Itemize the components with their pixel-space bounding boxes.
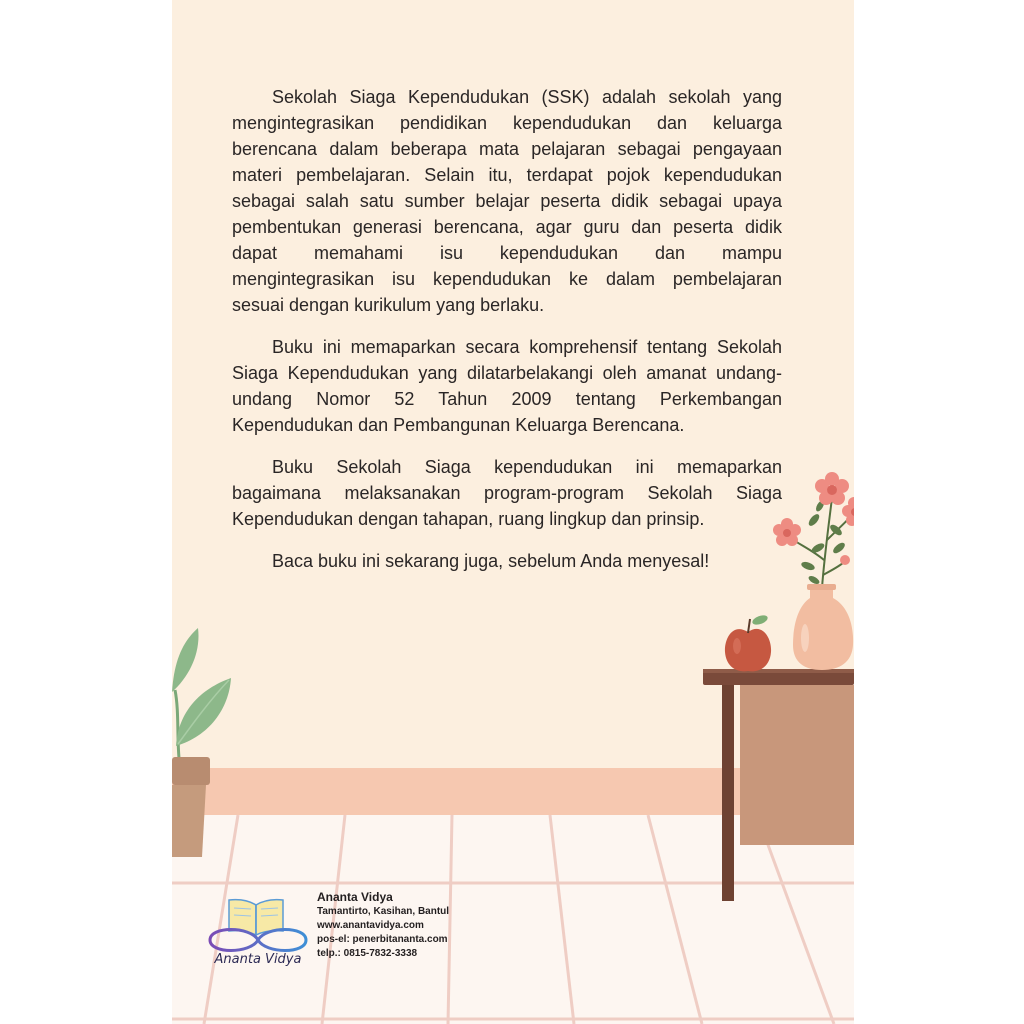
plant-leaf-upper [172, 628, 198, 692]
paragraph [232, 334, 782, 438]
text-line: sebagai salah satu sumber belajar peserta didik sebagai upaya [232, 191, 782, 211]
paragraph [232, 84, 782, 318]
apple-highlight [733, 638, 741, 654]
vase-highlight [801, 624, 809, 652]
vase-rim [807, 584, 836, 590]
flower-leaf [831, 541, 846, 555]
text-line: Sekolah Siaga Kependudukan (SSK) adalah sekolah yang [272, 87, 782, 107]
publisher-name: Ananta Vidya [317, 890, 393, 904]
flower-vase-icon [773, 472, 854, 670]
text-line: berencana dalam beberapa mata pelajaran sebagai pengayaan [232, 139, 782, 159]
publisher-email: pos-el: penerbitananta.com [317, 934, 448, 945]
flower-leaf [807, 574, 820, 585]
apple-icon [725, 614, 771, 672]
text-line: Siaga Kependudukan yang dilatarbelakangi oleh amanat undang- [232, 363, 782, 383]
publisher-phone: telp.: 0815-7832-3338 [317, 948, 418, 959]
text-line: Buku ini memaparkan secara komprehensif tentang Sekolah [272, 337, 782, 357]
apple-leaf [751, 614, 769, 627]
text-line: undang Nomor 52 Tahun 2009 tentang Perkembangan [232, 389, 782, 409]
flower-pink-large [815, 472, 849, 505]
publisher-website: www.anantavidya.com [317, 920, 424, 931]
text-line: pembentukan generasi berencana, agar guru dan peserta didik [232, 217, 782, 237]
text-line: sesuai dengan kurikulum yang berlaku. [232, 295, 545, 315]
publisher-logo-wordmark: Ananta Vidya [214, 952, 302, 967]
text-line: mengintegrasikan pendidikan kependudukan dan keluarga [232, 113, 782, 133]
plant-pot-body [172, 785, 206, 857]
flower-stem [823, 562, 844, 575]
text-line: Buku Sekolah Siaga kependudukan ini memaparkan [272, 457, 782, 477]
plant-stem [175, 690, 179, 758]
vase-body [793, 586, 853, 670]
paragraph [232, 548, 782, 574]
text-line: Kependudukan dengan tahapan, ruang lingkup dan prinsip. [232, 509, 705, 529]
flower-petal [835, 479, 849, 493]
table-cabinet [740, 685, 854, 845]
table-leg [722, 683, 734, 901]
publisher-address: Tamantirto, Kasihan, Bantul [317, 906, 450, 917]
flower-leaf [807, 512, 821, 527]
table-top-edge [703, 669, 854, 673]
flower-petal [815, 479, 829, 493]
flower-bud [840, 555, 850, 565]
back-cover-blurb [232, 84, 782, 590]
flower-center [827, 485, 837, 495]
publisher-info [317, 889, 449, 961]
back-cover [172, 0, 854, 1024]
text-line: mengintegrasikan isu kependudukan ke dalam pembelajaran [232, 269, 782, 289]
apple-body [725, 629, 771, 671]
flower-leaf [800, 560, 816, 571]
text-line: materi pembelajaran. Selain itu, terdapat pojok kependudukan [232, 165, 782, 185]
paragraph [232, 454, 782, 532]
text-line: Kependudukan dan Pembangunan Keluarga Berencana. [232, 415, 685, 435]
plant-pot-rim [172, 757, 210, 785]
text-line: Baca buku ini sekarang juga, sebelum Anda menyesal! [272, 551, 710, 571]
text-line: dapat memahami isu kependudukan dan mampu [232, 243, 782, 263]
flower-center [783, 529, 791, 537]
text-line: bagaimana melaksanakan program-program Sekolah Siaga [232, 483, 782, 503]
